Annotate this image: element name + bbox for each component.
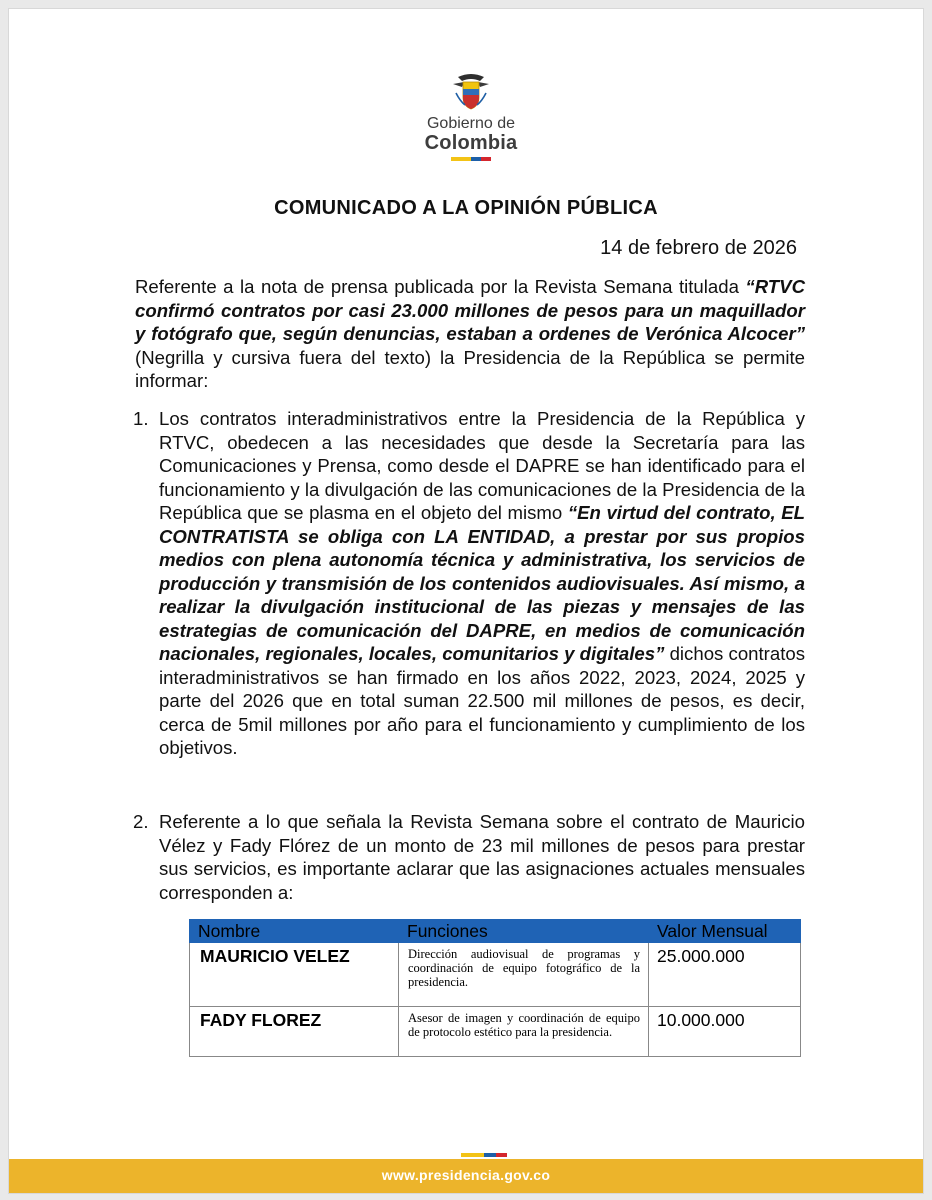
footer-bar <box>9 1159 923 1193</box>
header-funciones: Funciones <box>399 920 649 943</box>
list-item-number: 2. <box>133 811 149 832</box>
table-row <box>190 943 801 1007</box>
document-date: 14 de febrero de 2026 <box>600 237 797 259</box>
coat-of-arms-icon <box>452 71 490 111</box>
salary-table <box>189 919 801 1057</box>
item-1-text-1: Los contratos interadministrativos entre la Presidencia de la República y RTVC, obedecen a las necesidades que desde la Secretaría para las Comunicaciones y Prensa, como desde el DAPRE se han identificado para el funcionamiento y la divulgación de las comunicaciones de la Presidencia de la República que se plasma en el objeto del mismo <box>159 408 805 523</box>
list-item <box>133 407 806 760</box>
footer-url-link[interactable]: www.presidencia.gov.co <box>381 1167 551 1183</box>
intro-quote: “RTVC confirmó contratos por casi 23.000 millones de pesos para un maquillador y fotógrafo que, según denuncias, estaban a ordenes de Verónica Alcocer” <box>135 276 805 344</box>
document-page <box>8 8 924 1194</box>
page-title: COMUNICADO A LA OPINIÓN PÚBLICA <box>274 197 658 219</box>
logo-line-1: Gobierno de <box>426 115 516 132</box>
footer-flag-stripe <box>461 1153 507 1157</box>
table-header-row <box>190 920 801 943</box>
intro-paragraph <box>135 275 805 393</box>
gobierno-logo <box>411 71 531 171</box>
table-row <box>190 1007 801 1057</box>
logo-line-2: Colombia <box>424 132 518 154</box>
cell-functions: Asesor de imagen y coordinación de equipo de protocolo estético para la presidencia. <box>399 1007 649 1057</box>
item-2-text-1: Referente a lo que señala la Revista Semana sobre el contrato de Mauricio Vélez y Fady Flórez de un monto de 23 mil millones de pesos para prestar sus servicios, es importante aclarar que las asignaciones actuales mensuales corresponden a: <box>159 811 805 903</box>
list-item <box>133 810 805 904</box>
cell-value: 10.000.000 <box>649 1007 801 1057</box>
list-item-number: 1. <box>133 408 149 429</box>
intro-text-2: (Negrilla y cursiva fuera del texto) la Presidencia de la República se permite informar: <box>135 346 805 391</box>
item-1-text-2: dichos contratos interadministrativos se han firmado en los años 2022, 2023, 2024, 2025 y parte del 2026 que en total suman 22.500 mil millones de pesos, es decir, cerca de 5mil millones por año para el funcionamiento y cumplimiento de los objetivos. <box>159 643 806 758</box>
flag-bar <box>451 157 491 161</box>
item-1-quote: “En virtud del contrato, EL CONTRATISTA se obliga con LA ENTIDAD, a prestar por sus propios medios con plena autonomía técnica y administrativa, los servicios de producción y transmisión de los contenidos audiovisuales. Así mismo, a realizar la divulgación institucional de las piezas y mensajes de las estrategias de comunicación del DAPRE, en medios de comunicación nacionales, regionales, locales, comunitarios y digitales” <box>159 502 805 664</box>
header-valor-mensual: Valor Mensual <box>649 920 801 943</box>
cell-functions: Dirección audiovisual de programas y coordinación de equipo fotográfico de la presidencia. <box>399 943 649 1007</box>
cell-value: 25.000.000 <box>649 943 801 1007</box>
intro-text-1: Referente a la nota de prensa publicada por la Revista Semana titulada <box>135 276 746 297</box>
header-nombre: Nombre <box>190 920 399 943</box>
cell-name: MAURICIO VELEZ <box>190 943 399 1007</box>
cell-name: FADY FLOREZ <box>190 1007 399 1057</box>
